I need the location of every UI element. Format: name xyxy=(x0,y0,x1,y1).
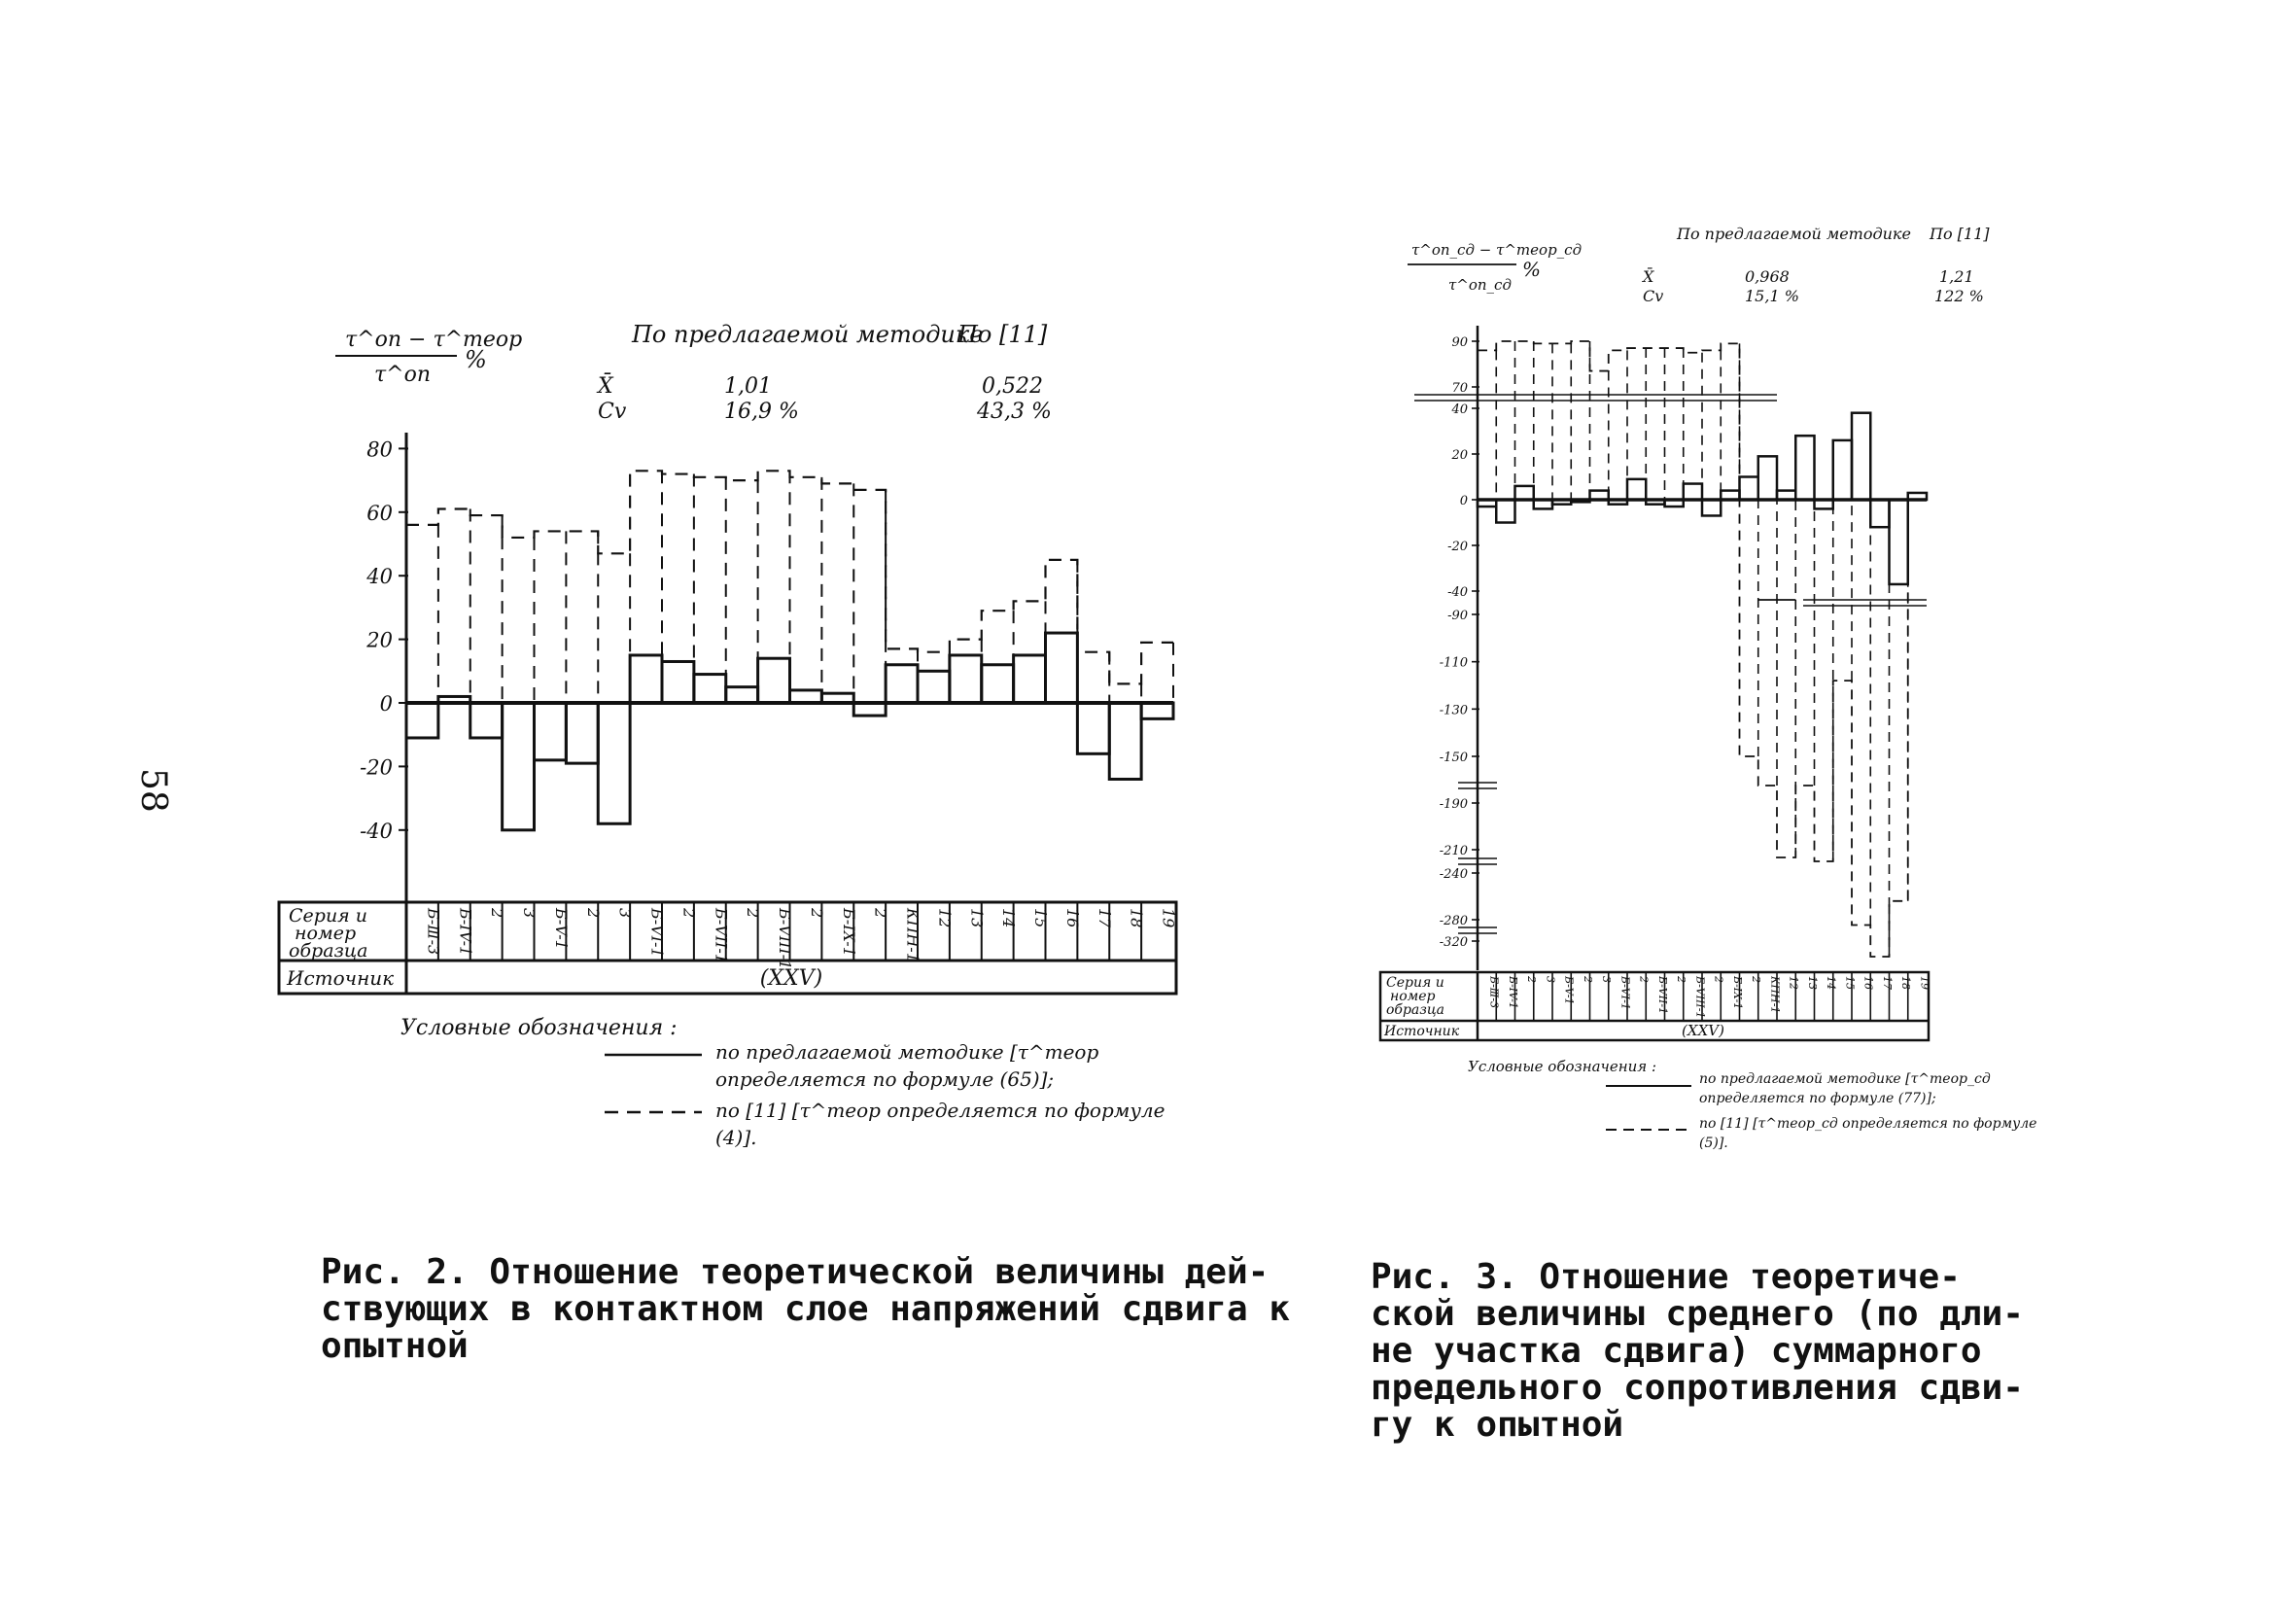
fig2-solid-bar xyxy=(406,703,438,738)
fig2-category-label: 16 xyxy=(1062,908,1082,928)
fig3-stat-cv-method: 15,1 % xyxy=(1745,287,1799,305)
fig2-stat-mean-symbol: X̄ xyxy=(598,374,613,399)
fig2-table-row1-label-b: номер xyxy=(295,923,357,944)
fig2-table-row1-label-c: образца xyxy=(289,940,368,961)
fig3-category-label: КПН-1 xyxy=(1768,976,1782,1014)
fig3-bars xyxy=(1478,341,1927,957)
fig2-bars xyxy=(406,471,1173,830)
fig3-ytick-label: -190 xyxy=(1439,797,1468,812)
fig3-category-label: 2 xyxy=(1712,976,1725,983)
fig3-category-label: 2 xyxy=(1525,976,1539,983)
fig2-solid-bar xyxy=(1141,703,1173,718)
fig3-legend-solid-text: по предлагаемой методике [τ^теор_сд определяется по формуле (77)]; xyxy=(1699,1071,1991,1106)
fig2-caption xyxy=(321,1254,1290,1365)
fig2-solid-bar xyxy=(566,703,598,763)
fig3-solid-bar xyxy=(1702,500,1721,515)
fig3-solid-bar xyxy=(1908,493,1927,500)
fig2-solid-bar xyxy=(503,703,535,830)
fig2-stats-header-ref: По [11] xyxy=(957,321,1048,348)
fig3-category-label: Б-VI-1 xyxy=(1618,976,1632,1010)
fig2-legend-solid-box xyxy=(715,1038,1201,1097)
fig3-solid-bar xyxy=(1870,500,1889,527)
fig2-solid-bar xyxy=(758,658,790,703)
fig2-stat-cv-symbol: Cv xyxy=(598,400,627,424)
fig3-category-label: 16 xyxy=(1861,976,1875,990)
fig3-category-label: Б-VII-1 xyxy=(1655,976,1669,1015)
fig2-category-label: 17 xyxy=(1095,908,1114,928)
fig3-solid-bar xyxy=(1478,500,1496,507)
fig3-y-axis xyxy=(1414,326,1927,970)
fig2-category-label: Б-VI-1 xyxy=(647,908,667,958)
fig3-stats-header-ref: По [11] xyxy=(1930,225,1990,243)
fig2-category-label: 3 xyxy=(615,908,635,919)
fig2-solid-bar xyxy=(1014,655,1046,703)
fig2-stat-mean-method: 1,01 xyxy=(724,374,772,399)
fig3-solid-bar xyxy=(1627,479,1646,500)
fig3-ytick-label: -240 xyxy=(1439,867,1468,882)
fig3-category-label: 2 xyxy=(1675,976,1688,983)
fig3-table-row1-label-b: номер xyxy=(1390,989,1436,1004)
fig3-solid-bar xyxy=(1890,500,1908,584)
fig2-stat-mean-ref: 0,522 xyxy=(982,374,1043,399)
fig2-category-label: 19 xyxy=(1159,908,1178,928)
fig2-ytick-label: 60 xyxy=(366,501,393,525)
fig2-solid-bar xyxy=(950,655,982,703)
fig2-table-row1-label-a: Серия и xyxy=(289,905,368,926)
fig2-solid-bar xyxy=(821,693,853,703)
fig2-solid-bar xyxy=(1109,703,1141,779)
fig2-ytick-label: -40 xyxy=(360,819,393,843)
fig3-ytick-label: -110 xyxy=(1439,655,1468,671)
fig3-category-label: 13 xyxy=(1805,976,1819,990)
fig3-table-row1-label-c: образца xyxy=(1386,1002,1445,1018)
fig2-stat-cv-method: 16,9 % xyxy=(724,400,799,424)
fig3-category-label: 2 xyxy=(1637,976,1651,983)
fig2-solid-bar xyxy=(694,675,726,703)
fig2-solid-bar xyxy=(982,665,1014,703)
fig3-category-label: 3 xyxy=(1544,976,1557,983)
fig2-ylabel-denominator: τ^оп xyxy=(374,363,432,387)
fig3-solid-bar xyxy=(1571,500,1589,502)
fig2-legend-title: Условные обозначения : xyxy=(400,1016,678,1040)
fig3-solid-bar xyxy=(1684,484,1702,500)
fig3-table-source: (XXV) xyxy=(1682,1022,1724,1039)
fig2-ytick-label: 0 xyxy=(379,692,393,716)
fig3-stat-mean-symbol: X̄ xyxy=(1643,267,1654,286)
fig2-caption-line-2: ствующих в контактном слое напряжений сдвига к xyxy=(321,1289,1290,1329)
fig3-category-label: Б-V-1 xyxy=(1562,976,1576,1005)
fig3-ytick-label: -280 xyxy=(1439,914,1468,928)
fig2-category-label: Б-IV-1 xyxy=(456,908,475,957)
fig3-category-label: 19 xyxy=(1918,976,1931,990)
fig3-category-label: Б-IV-1 xyxy=(1506,976,1519,1009)
fig3-category-label: 14 xyxy=(1825,976,1838,990)
fig3-ylabel-denominator: τ^оп_сд xyxy=(1448,276,1512,294)
fig2-legend-solid-text: по предлагаемой методике [τ^теор определяется по формуле (65)]; xyxy=(715,1040,1099,1091)
fig2-ytick-label: -20 xyxy=(360,755,393,780)
fig2-solid-bar xyxy=(726,687,758,703)
fig3-solid-bar xyxy=(1833,440,1852,500)
fig3-caption xyxy=(1371,1259,2024,1444)
fig2-caption-line-3: опытной xyxy=(321,1326,469,1366)
page-number: 58 xyxy=(133,768,173,813)
fig3-category-label: 15 xyxy=(1843,976,1857,990)
fig2-y-axis xyxy=(360,433,1173,901)
fig3-caption-line-4: предельного сопротивления сдви- xyxy=(1371,1368,2024,1408)
fig2-category-label: Б-VIII-1 xyxy=(776,908,795,970)
fig3-stat-mean-method: 0,968 xyxy=(1745,267,1790,286)
fig2-stats-header-method: По предлагаемой методике xyxy=(632,321,984,348)
fig2-category-label: 18 xyxy=(1127,908,1146,928)
fig3-stats-header-method: По предлагаемой методике xyxy=(1677,225,1911,243)
fig2-category-label: 2 xyxy=(744,908,763,919)
fig2-category-label: 2 xyxy=(679,908,699,919)
fig3-solid-bar xyxy=(1795,436,1814,500)
fig3-stat-cv-ref: 122 % xyxy=(1934,287,1984,305)
fig3-category-label: 17 xyxy=(1880,976,1894,990)
fig2-stat-cv-ref: 43,3 % xyxy=(977,400,1052,424)
fig2-category-label: 15 xyxy=(1031,908,1051,928)
fig3-ytick-label: 70 xyxy=(1451,381,1468,396)
fig2-category-label: 2 xyxy=(583,908,603,919)
fig2-ytick-label: 20 xyxy=(366,628,393,652)
fig2-solid-bar xyxy=(918,671,950,703)
fig3-ytick-label: -40 xyxy=(1447,585,1468,600)
fig2-category-label: Б-IX-1 xyxy=(839,908,858,957)
fig2-solid-bar xyxy=(470,703,503,738)
fig3-category-label: 2 xyxy=(1581,976,1594,983)
fig3-caption-line-5: гу к опытной xyxy=(1371,1405,1624,1445)
fig3-ytick-label: 40 xyxy=(1451,402,1468,417)
fig3-ylabel-unit: % xyxy=(1522,258,1542,281)
fig3-category-label: 12 xyxy=(1787,976,1800,990)
fig2-solid-bar xyxy=(1077,703,1109,753)
fig2-category-label: 2 xyxy=(807,908,826,919)
fig2-solid-bar xyxy=(662,661,694,703)
fig2-ytick-label: 40 xyxy=(366,565,393,589)
fig2-solid-bar xyxy=(598,703,630,823)
fig2-ylabel-unit: % xyxy=(465,346,487,373)
fig2-sample-table xyxy=(279,902,1178,994)
fig3-category-label: Б-Ⅲ-3 xyxy=(1487,976,1501,1009)
fig2-ytick-label: 80 xyxy=(366,437,393,462)
fig3-ytick-label: 90 xyxy=(1451,335,1468,350)
fig3-solid-bar xyxy=(1665,500,1684,507)
fig3-ytick-label: -150 xyxy=(1439,751,1468,765)
fig3-legend-dashed-box xyxy=(1699,1114,2039,1165)
fig2-category-label: КПН-1 xyxy=(903,908,922,962)
figure-3-chart xyxy=(1380,225,2039,1165)
fig3-ytick-label: 0 xyxy=(1459,494,1468,508)
fig3-solid-bar xyxy=(1646,500,1664,505)
fig3-solid-bar xyxy=(1515,486,1534,500)
fig2-solid-bar xyxy=(535,703,567,760)
fig3-stat-mean-ref: 1,21 xyxy=(1939,267,1974,286)
fig3-caption-line-2: ской величины среднего (по дли- xyxy=(1371,1294,2024,1334)
figure-2-chart xyxy=(279,321,1201,1155)
fig3-caption-line-1: Рис. 3. Отношение теоретиче- xyxy=(1371,1257,1961,1297)
fig3-category-label: Б-VIII-1 xyxy=(1693,976,1707,1019)
fig2-category-label: Б-Ⅲ-3 xyxy=(424,908,443,956)
fig3-ytick-label: -130 xyxy=(1439,703,1468,718)
fig3-ytick-label: -20 xyxy=(1447,540,1468,554)
fig3-ytick-label: -320 xyxy=(1439,935,1468,950)
fig2-category-label: Б-VII-1 xyxy=(712,908,731,963)
fig3-solid-bar xyxy=(1740,477,1758,501)
fig2-solid-bar xyxy=(630,655,662,703)
fig2-category-label: 3 xyxy=(520,908,539,919)
fig3-table-row1-label-a: Серия и xyxy=(1386,975,1444,991)
fig2-caption-line-1: Рис. 2. Отношение теоретической величины дей- xyxy=(321,1252,1270,1292)
fig3-ylabel-numerator: τ^оп_сд − τ^теор_сд xyxy=(1411,241,1583,259)
fig3-ytick-label: -210 xyxy=(1439,844,1468,858)
fig3-ytick-label: 20 xyxy=(1451,448,1468,463)
fig3-stat-cv-symbol: Cv xyxy=(1643,287,1664,305)
fig2-category-label: 14 xyxy=(999,908,1019,928)
fig2-solid-bar xyxy=(1046,633,1078,703)
fig2-category-label: 12 xyxy=(935,908,955,928)
fig3-category-label: 3 xyxy=(1600,976,1614,983)
fig3-sample-table xyxy=(1380,972,1931,1040)
fig3-table-row2-label: Источник xyxy=(1384,1024,1460,1039)
fig2-ylabel-numerator: τ^оп − τ^теор xyxy=(345,328,523,352)
fig3-caption-line-3: не участка сдвига) суммарного xyxy=(1371,1331,1982,1371)
fig3-category-label: Б-IX-1 xyxy=(1730,976,1744,1010)
fig2-category-label: 2 xyxy=(488,908,507,919)
fig2-legend-dashed-text: по [11] [τ^теор определяется по формуле (4)]. xyxy=(715,1099,1165,1149)
fig2-legend-dashed-box xyxy=(715,1097,1201,1155)
fig3-series-dashed-outline xyxy=(1478,341,1927,957)
fig2-table-row2-label: Источник xyxy=(287,966,395,990)
fig3-solid-bar xyxy=(1609,500,1627,505)
fig3-solid-bar xyxy=(1496,500,1514,523)
fig3-solid-bar xyxy=(1552,500,1571,505)
fig2-category-label: Б-V-1 xyxy=(551,908,571,950)
fig3-legend-solid-box xyxy=(1699,1069,2039,1120)
fig3-legend-title: Условные обозначения : xyxy=(1468,1058,1657,1075)
fig3-category-label: 18 xyxy=(1899,976,1913,990)
fig3-legend-dashed-text: по [11] [τ^теор_сд определяется по формуле (5)]. xyxy=(1699,1116,2037,1151)
fig2-category-label: 2 xyxy=(871,908,890,919)
fig3-solid-bar xyxy=(1758,456,1777,500)
fig3-category-label: 2 xyxy=(1750,976,1763,983)
fig2-category-label: 13 xyxy=(967,908,987,928)
fig2-solid-bar xyxy=(886,665,918,703)
fig3-ytick-label: -90 xyxy=(1447,609,1468,623)
fig3-solid-bar xyxy=(1852,413,1870,500)
fig2-table-source: (XXV) xyxy=(759,966,823,991)
fig2-solid-bar xyxy=(438,696,470,703)
